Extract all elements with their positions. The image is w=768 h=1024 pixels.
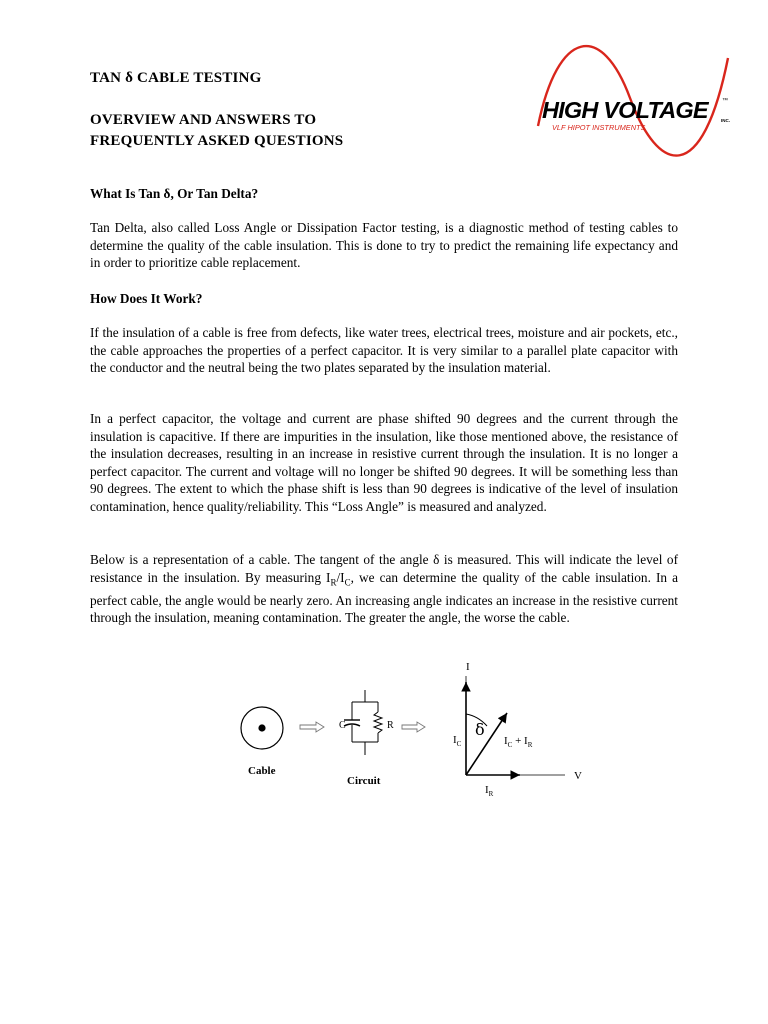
title-line-1: TAN δ CABLE TESTING	[90, 70, 262, 86]
title-line-2: OVERVIEW AND ANSWERS TO	[90, 112, 317, 128]
logo-inc: INC.	[721, 118, 730, 123]
circuit-label: Circuit	[347, 775, 381, 787]
paragraph-definition: Tan Delta, also called Loss Angle or Dissipation Factor testing, is a diagnostic method of testing cables to determine the quality of the cable insulation. This is done to try to predict the remaining life expectancy and in order to prioritize cable replacement.	[90, 220, 678, 271]
hollow-arrow-2	[402, 722, 425, 732]
heading-what-is-tan-delta: What Is Tan δ, Or Tan Delta?	[90, 186, 259, 201]
capacitor-label: C	[339, 720, 346, 731]
axis-i-label: I	[466, 661, 470, 673]
circuit-symbol	[344, 690, 382, 755]
cable-label: Cable	[248, 765, 276, 777]
logo-tagline: VLF HIPOT INSTRUMENTS	[552, 123, 646, 132]
para3-sub-c: C	[344, 577, 351, 588]
paragraph-cable-representation	[90, 551, 678, 627]
resistor-label: R	[387, 720, 394, 731]
para3-part-b: , we can determine the quality of the cable insulation. In a perfect cable, the angle would be nearly zero. An increasing angle indicates an increase in the resistive current through the insulation, meaning contamination. The greater the angle, the worse the cable.	[90, 569, 678, 626]
logo-tm: ™	[722, 98, 728, 104]
para3-sub-r: R	[330, 577, 337, 588]
hollow-arrow-1	[300, 722, 324, 732]
ic-plus-ir-label: $I_C + I_R$	[504, 735, 533, 749]
paragraph-phase-shift: In a perfect capacitor, the voltage and current are phase shifted 90 degrees and the current through the insulation is capacitive. If there are impurities in the insulation, like those mentioned above, the resistance of the insulation decreases, resulting in an increase in resistive current through the insulation. It is no longer a perfect capacitor. The current and voltage will no longer be shifted 90 degrees. It will be something less than 90 degrees. The extent to which the phase shift is less than 90 degrees is indicative of the level of insulation contamination, hence quality/reliability. This “Loss Angle” is measured and analyzed.	[90, 411, 678, 514]
delta-symbol: δ	[475, 720, 485, 739]
heading-how-does-it-work: How Does It Work?	[90, 291, 203, 306]
para3-slash: /I	[336, 569, 345, 585]
para3-part-a: Below is a representation of a cable. The tangent of the angle δ is measured. This will indicate the level of resistance in the insulation. By measuring I	[90, 552, 678, 585]
ir-label: $I_R$	[485, 784, 494, 798]
paragraph-perfect-capacitor: If the insulation of a cable is free from defects, like water trees, electrical trees, moisture and air pockets, etc., the cable approaches the properties of a perfect capacitor. It is very similar to a parallel plate capacitor with the conductor and the neutral being the two plates separated by the insulation material.	[90, 325, 678, 376]
logo-brand-text: HIGH VOLTAGE	[542, 97, 708, 123]
ic-label: $I_C$	[453, 734, 462, 748]
cable-cross-section	[241, 707, 283, 777]
title-line-3: FREQUENTLY ASKED QUESTIONS	[90, 133, 344, 149]
high-voltage-logo	[530, 38, 740, 173]
tan-delta-diagram	[220, 650, 620, 810]
axis-v-label: V	[574, 770, 582, 782]
